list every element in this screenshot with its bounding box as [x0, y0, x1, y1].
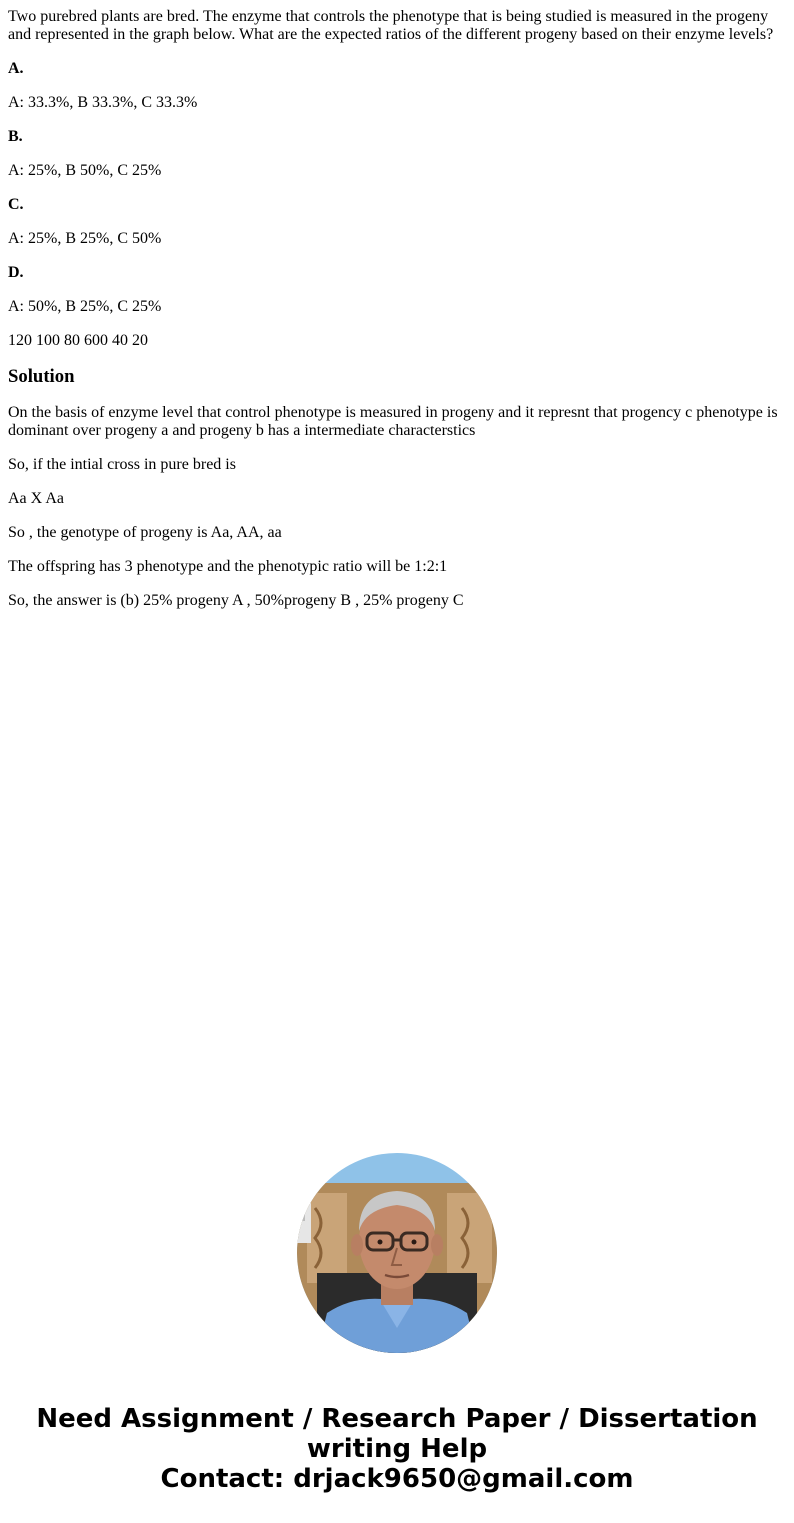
option-a-letter: A. — [8, 60, 24, 77]
solution-paragraph: So , the genotype of progeny is Aa, AA, aa — [8, 524, 282, 541]
solution-paragraph: On the basis of enzyme level that control phenotype is measured in progeny and it represnt that progency c phenotype is dominant over progeny a and progeny b has a intermediate characterstics — [8, 404, 778, 439]
document-content — [8, 8, 786, 626]
option-c-text: A: 25%, B 25%, C 50% — [8, 230, 162, 247]
promo-line: Need Assignment / Research Paper / Dissertation — [36, 1404, 758, 1434]
promo-line: writing Help — [306, 1434, 488, 1464]
option-d-text: A: 50%, B 25%, C 25% — [8, 298, 162, 315]
solution-heading: Solution — [8, 366, 75, 387]
graph-values-text: 120 100 80 600 40 20 — [8, 332, 148, 349]
option-d-letter: D. — [8, 264, 24, 281]
option-a-text: A: 33.3%, B 33.3%, C 33.3% — [8, 94, 198, 111]
option-b-letter: B. — [8, 128, 23, 145]
avatar-portrait-image — [297, 1153, 497, 1353]
solution-paragraph: So, if the intial cross in pure bred is — [8, 456, 236, 473]
avatar — [297, 1153, 497, 1353]
solution-paragraph: The offspring has 3 phenotype and the phenotypic ratio will be 1:2:1 — [8, 558, 448, 575]
option-b-text: A: 25%, B 50%, C 25% — [8, 162, 162, 179]
option-c-letter: C. — [8, 196, 24, 213]
solution-paragraph: So, the answer is (b) 25% progeny A , 50%progeny B , 25% progeny C — [8, 592, 464, 609]
question-text: Two purebred plants are bred. The enzyme that controls the phenotype that is being studied is measured in the progeny and represented in the graph below. What are the expected ratios of the different progeny based on their enzyme levels? — [8, 8, 774, 43]
promo-contact: Contact: drjack9650@gmail.com — [160, 1464, 634, 1494]
promo-banner — [0, 1404, 794, 1494]
solution-paragraph: Aa X Aa — [8, 490, 64, 507]
